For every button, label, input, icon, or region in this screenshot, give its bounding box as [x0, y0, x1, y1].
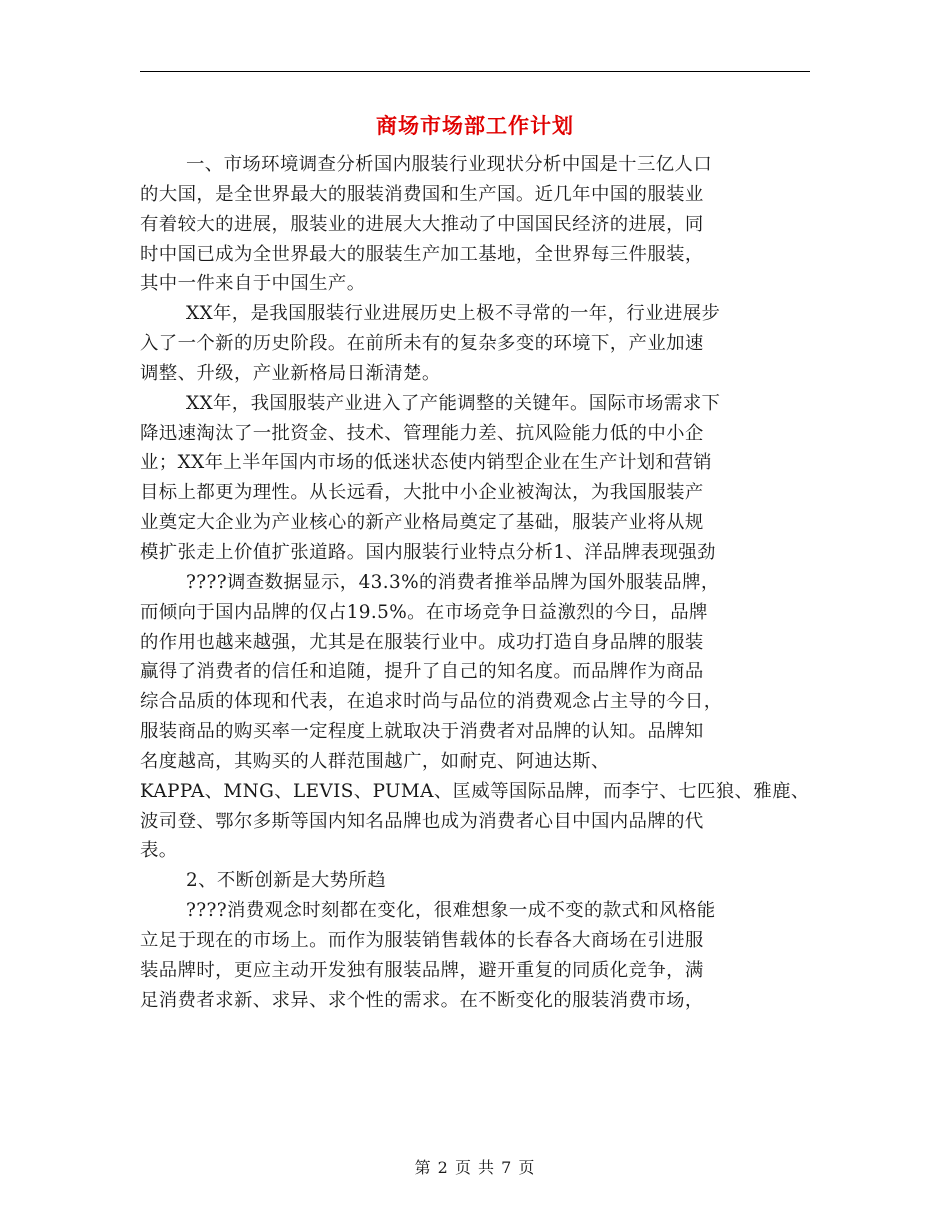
text-line: 表。 — [140, 840, 178, 862]
text-line: XX年，是我国服装行业进展历史上极不寻常的一年，行业进展步 — [186, 303, 721, 325]
text-line: 其中一件来自于中国生产。 — [140, 273, 366, 295]
text-line: 波司登、鄂尔多斯等国内知名品牌也成为消费者心目中国内品牌的代 — [140, 810, 704, 832]
text-line: 模扩张走上价值扩张道路。国内服装行业特点分析1、洋品牌表现强劲 — [140, 541, 716, 563]
text-line: 服装商品的购买率一定程度上就取决于消费者对品牌的认知。品牌知 — [140, 721, 704, 743]
text-line: ????调查数据显示，43.3%的消费者推举品牌为国外服装品牌， — [186, 571, 720, 593]
text-line: 名度越高，其购买的人群范围越广，如耐克、阿迪达斯、 — [140, 750, 610, 772]
text-line: 业；XX年上半年国内市场的低迷状态使内销型企业在生产计划和营销 — [140, 452, 712, 474]
text-line: 目标上都更为理性。从长远看，大批中小企业被淘汰，为我国服装产 — [140, 482, 704, 504]
page-footer: 第 2 页 共 7 页 — [414, 1158, 536, 1177]
header-rule — [140, 71, 810, 72]
text-line: XX年，我国服装产业进入了产能调整的关键年。国际市场需求下 — [186, 392, 721, 414]
text-line: ????消费观念时刻都在变化，很难想象一成不变的款式和风格能 — [186, 900, 716, 922]
document-title: 商场市场部工作计划 — [376, 113, 574, 138]
text-line: KAPPA、MNG、LEVIS、PUMA、匡威等国际品牌，而李宁、七匹狼、雅鹿、 — [140, 780, 810, 802]
text-line: 综合品质的体现和代表，在追求时尚与品位的消费观念占主导的今日， — [140, 691, 723, 713]
text-line: 时中国已成为全世界最大的服装生产加工基地，全世界每三件服装， — [140, 243, 704, 265]
text-line: 有着较大的进展，服装业的进展大大推动了中国国民经济的进展，同 — [140, 213, 704, 235]
text-line: 降迅速淘汰了一批资金、技术、管理能力差、抗风险能力低的中小企 — [140, 422, 704, 444]
text-line: 装品牌时，更应主动开发独有服装品牌，避开重复的同质化竞争，满 — [140, 959, 704, 981]
text-line: 的作用也越来越强，尤其是在服装行业中。成功打造自身品牌的服装 — [140, 631, 704, 653]
document-body — [140, 150, 820, 1015]
text-line: 赢得了消费者的信任和追随，提升了自己的知名度。而品牌作为商品 — [140, 661, 704, 683]
text-line: 立足于现在的市场上。而作为服装销售载体的长春各大商场在引进服 — [140, 929, 704, 951]
text-line: 而倾向于国内品牌的仅占19.5%。在市场竞争日益激烈的今日，品牌 — [140, 601, 708, 623]
text-line: 足消费者求新、求异、求个性的需求。在不断变化的服装消费市场， — [140, 989, 704, 1011]
text-line: 调整、升级，产业新格局日渐清楚。 — [140, 362, 441, 384]
text-line: 业奠定大企业为产业核心的新产业格局奠定了基础，服装产业将从规 — [140, 512, 704, 534]
text-line: 2、不断创新是大势所趋 — [186, 870, 387, 892]
text-line: 一、市场环境调查分析国内服装行业现状分析中国是十三亿人口 — [186, 154, 713, 175]
text-line: 入了一个新的历史阶段。在前所未有的复杂多变的环境下，产业加速 — [140, 333, 704, 355]
text-line: 的大国，是全世界最大的服装消费国和生产国。近几年中国的服装业 — [140, 183, 704, 205]
